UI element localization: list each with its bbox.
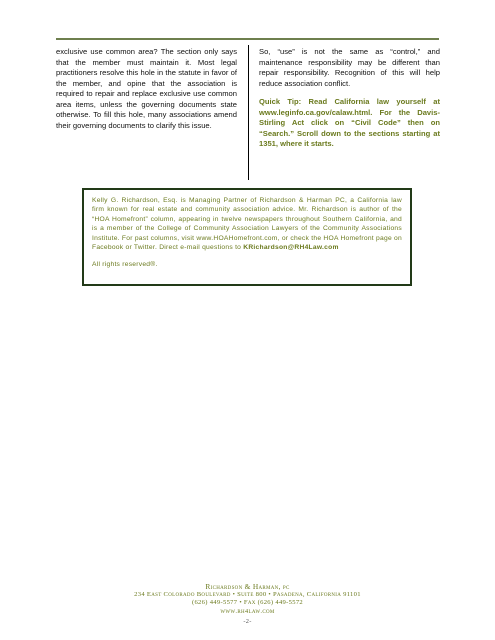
page-footer	[0, 583, 495, 626]
right-column	[259, 47, 440, 158]
footer-address: 234 East Colorado Boulevard • Suite 800 • Pasadena, California 91101	[134, 591, 361, 599]
author-bio	[92, 196, 402, 252]
author-bio-text: Kelly G. Richardson, Esq. is Managing Partner of Richardson & Harman PC, a California law firm known for real estate and community association advice. Mr. Richardson is author of the “HOA Homefront” column, appearing in twelve newspapers throughout Southern California, and is a member of the College of Community Association Lawyers of the Community Associations Institute. For past columns, visit www.HOAHomefront.com, or check the HOA Homefront page on Facebook or Twitter. Direct e-mail questions to	[92, 197, 402, 252]
footer-firm-name: Richardson & Harman, pc	[205, 582, 290, 591]
rights-notice: All rights reserved®.	[92, 261, 158, 269]
author-bio-box	[82, 188, 412, 286]
footer-website[interactable]: www.rh4law.com	[220, 607, 275, 615]
author-email-link[interactable]: KRichardson@RH4Law.com	[243, 244, 339, 252]
left-column	[56, 47, 237, 139]
left-paragraph: exclusive use common area? The section only says that the member must maintain it. Most legal practitioners resolve this hole in the statute in favor of the member, and opine that the association is required to repair and replace exclusive use common area items, unless the governing documents state otherwise. To fill this hole, many associations amend their governing documents to clarify this issue.	[56, 47, 237, 130]
page-number: -2-	[243, 617, 252, 625]
footer-phone: (626) 449-5577 • Fax (626) 449-5572	[191, 599, 304, 607]
quick-tip: Quick Tip: Read California law yourself at www.leginfo.ca.gov/calaw.html. For the Davis-Stirling Act click on “Civil Code” then on “Search.” Scroll down to the sections starting at 1351, where it starts.	[259, 97, 440, 148]
right-paragraph: So, “use” is not the same as “control,” and maintenance responsibility may be different than repair responsibility. Recognition of this will help reduce association conflict.	[259, 47, 440, 88]
top-rule	[56, 38, 439, 40]
column-divider	[248, 45, 249, 180]
